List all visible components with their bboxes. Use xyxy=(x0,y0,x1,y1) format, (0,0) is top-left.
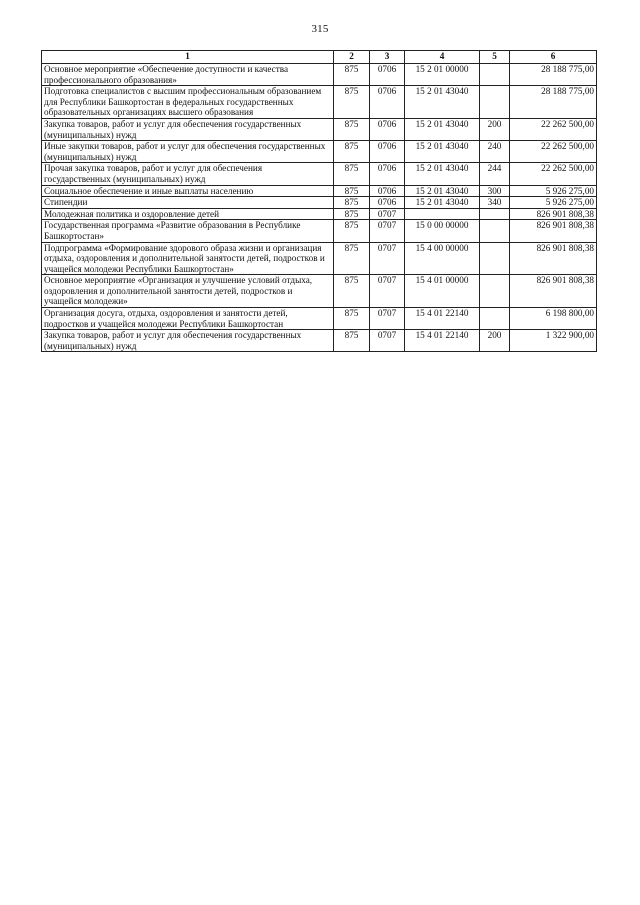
section-cell: 0706 xyxy=(370,118,405,140)
amount-cell: 22 262 500,00 xyxy=(510,141,597,163)
target-article-cell: 15 4 01 22140 xyxy=(405,308,480,330)
code-cell: 875 xyxy=(334,141,370,163)
code-cell: 875 xyxy=(334,275,370,308)
expense-type-cell xyxy=(480,220,510,242)
target-article-cell xyxy=(405,208,480,220)
row-name-cell: Иные закупки товаров, работ и услуг для обеспечения государственных (муниципальных) нужд xyxy=(42,141,334,163)
column-header-5: 5 xyxy=(480,51,510,64)
section-cell: 0707 xyxy=(370,330,405,352)
amount-cell: 22 262 500,00 xyxy=(510,118,597,140)
code-cell: 875 xyxy=(334,86,370,119)
expense-type-cell xyxy=(480,64,510,86)
expense-type-cell xyxy=(480,275,510,308)
target-article-cell: 15 2 01 43040 xyxy=(405,118,480,140)
column-header-3: 3 xyxy=(370,51,405,64)
amount-cell: 28 188 775,00 xyxy=(510,86,597,119)
table-row xyxy=(42,220,597,242)
row-name-cell: Основное мероприятие «Организация и улучшение условий отдыха, оздоровления и дополнительной занятости детей, подростков и учащейся молодежи» xyxy=(42,275,334,308)
table-row xyxy=(42,242,597,275)
table-row xyxy=(42,308,597,330)
amount-cell: 6 198 800,00 xyxy=(510,308,597,330)
target-article-cell: 15 2 01 43040 xyxy=(405,86,480,119)
target-article-cell: 15 2 01 43040 xyxy=(405,185,480,197)
section-cell: 0707 xyxy=(370,220,405,242)
row-name-cell: Молодежная политика и оздоровление детей xyxy=(42,208,334,220)
code-cell: 875 xyxy=(334,330,370,352)
row-name-cell: Социальное обеспечение и иные выплаты населению xyxy=(42,185,334,197)
row-name-cell: Государственная программа «Развитие образования в Республике Башкортостан» xyxy=(42,220,334,242)
amount-cell: 22 262 500,00 xyxy=(510,163,597,185)
row-name-cell: Подготовка специалистов с высшим профессиональным образованием для Республики Башкортостан в федеральных государственных образовательных организациях высшего образования xyxy=(42,86,334,119)
amount-cell: 826 901 808,38 xyxy=(510,220,597,242)
target-article-cell: 15 4 01 22140 xyxy=(405,330,480,352)
amount-cell: 5 926 275,00 xyxy=(510,197,597,209)
table-row xyxy=(42,208,597,220)
amount-cell: 826 901 808,38 xyxy=(510,208,597,220)
section-cell: 0706 xyxy=(370,197,405,209)
table-row xyxy=(42,185,597,197)
expense-type-cell: 240 xyxy=(480,141,510,163)
section-cell: 0707 xyxy=(370,242,405,275)
table-row xyxy=(42,163,597,185)
table-row xyxy=(42,197,597,209)
target-article-cell: 15 4 01 00000 xyxy=(405,275,480,308)
section-cell: 0706 xyxy=(370,64,405,86)
section-cell: 0707 xyxy=(370,275,405,308)
target-article-cell: 15 2 01 43040 xyxy=(405,141,480,163)
target-article-cell: 15 4 00 00000 xyxy=(405,242,480,275)
row-name-cell: Стипендии xyxy=(42,197,334,209)
target-article-cell: 15 2 01 43040 xyxy=(405,163,480,185)
amount-cell: 826 901 808,38 xyxy=(510,242,597,275)
row-name-cell: Организация досуга, отдыха, оздоровления и занятости детей, подростков и учащейся молодежи Республики Башкортостан xyxy=(42,308,334,330)
column-header-6: 6 xyxy=(510,51,597,64)
table-row xyxy=(42,330,597,352)
code-cell: 875 xyxy=(334,163,370,185)
code-cell: 875 xyxy=(334,197,370,209)
code-cell: 875 xyxy=(334,118,370,140)
code-cell: 875 xyxy=(334,185,370,197)
table-row xyxy=(42,64,597,86)
expense-type-cell: 200 xyxy=(480,330,510,352)
header-row xyxy=(42,51,597,64)
amount-cell: 5 926 275,00 xyxy=(510,185,597,197)
row-name-cell: Закупка товаров, работ и услуг для обеспечения государственных (муниципальных) нужд xyxy=(42,330,334,352)
expense-type-cell xyxy=(480,308,510,330)
expense-type-cell: 340 xyxy=(480,197,510,209)
target-article-cell: 15 0 00 00000 xyxy=(405,220,480,242)
expense-type-cell: 244 xyxy=(480,163,510,185)
row-name-cell: Прочая закупка товаров, работ и услуг для обеспечения государственных (муниципальных) нужд xyxy=(42,163,334,185)
budget-table xyxy=(41,50,597,352)
code-cell: 875 xyxy=(334,220,370,242)
table-row xyxy=(42,86,597,119)
target-article-cell: 15 2 01 00000 xyxy=(405,64,480,86)
section-cell: 0706 xyxy=(370,185,405,197)
page-number: 315 xyxy=(311,23,329,35)
table-row xyxy=(42,141,597,163)
code-cell: 875 xyxy=(334,64,370,86)
section-cell: 0707 xyxy=(370,308,405,330)
column-header-1: 1 xyxy=(42,51,334,64)
table-body xyxy=(42,64,597,352)
amount-cell: 826 901 808,38 xyxy=(510,275,597,308)
code-cell: 875 xyxy=(334,242,370,275)
expense-type-cell xyxy=(480,208,510,220)
amount-cell: 28 188 775,00 xyxy=(510,64,597,86)
section-cell: 0706 xyxy=(370,141,405,163)
section-cell: 0706 xyxy=(370,163,405,185)
table-header xyxy=(42,51,597,64)
row-name-cell: Подпрограмма «Формирование здорового образа жизни и организация отдыха, оздоровления и дополнительной занятости детей, подростков и учащейся молодежи Республики Башкортостан» xyxy=(42,242,334,275)
column-header-4: 4 xyxy=(405,51,480,64)
section-cell: 0706 xyxy=(370,86,405,119)
row-name-cell: Закупка товаров, работ и услуг для обеспечения государственных (муниципальных) нужд xyxy=(42,118,334,140)
column-header-2: 2 xyxy=(334,51,370,64)
amount-cell: 1 322 900,00 xyxy=(510,330,597,352)
expense-type-cell: 200 xyxy=(480,118,510,140)
target-article-cell: 15 2 01 43040 xyxy=(405,197,480,209)
code-cell: 875 xyxy=(334,308,370,330)
table-row xyxy=(42,275,597,308)
table-row xyxy=(42,118,597,140)
code-cell: 875 xyxy=(334,208,370,220)
row-name-cell: Основное мероприятие «Обеспечение доступности и качества профессионального образования» xyxy=(42,64,334,86)
expense-type-cell xyxy=(480,86,510,119)
expense-type-cell xyxy=(480,242,510,275)
section-cell: 0707 xyxy=(370,208,405,220)
expense-type-cell: 300 xyxy=(480,185,510,197)
